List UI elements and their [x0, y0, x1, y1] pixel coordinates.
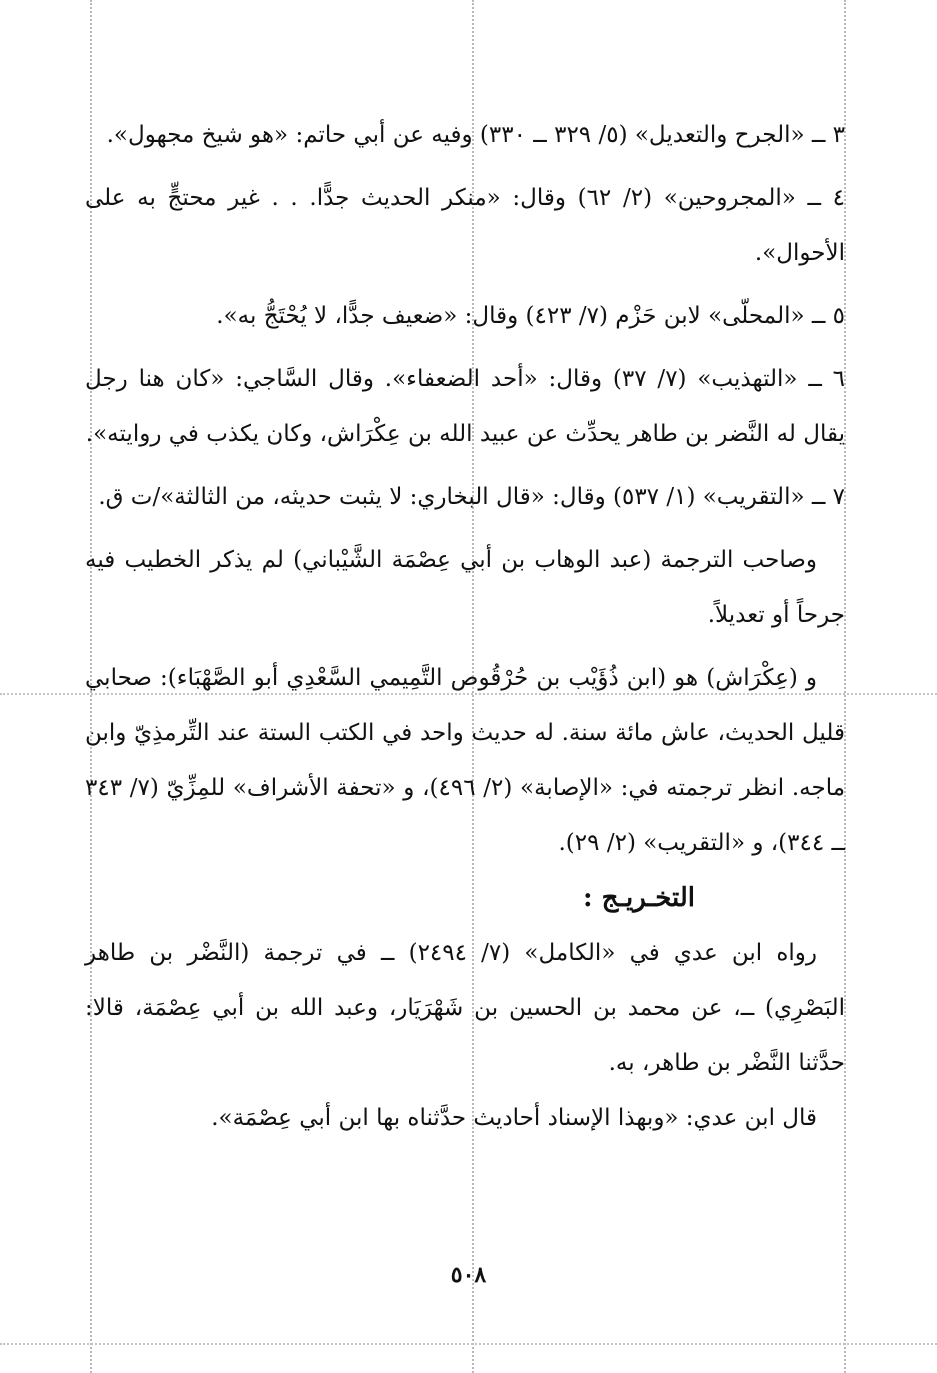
paragraph-subject-note: وصاحب الترجمة (عبد الوهاب بن أبي عِصْمَة الشَّيْباني) لم يذكر الخطيب فيه جرحاً أو تعديلاً. — [85, 547, 845, 628]
footnote-7: ٧ ــ «التقريب» (١/ ٥٣٧) وقال: «قال البخاري: لا يثبت حديثه، من الثالثة»/ت ق. — [98, 484, 845, 510]
paragraph-takhrij: رواه ابن عدي في «الكامل» (٧/ ٢٤٩٤) ــ في ترجمة (النَّضْر بن طاهر البَصْرِي) ــ، عن محمد بن الحسين بن شَهْرَيَار، وعبد الله بن أبي عِصْمَة، قالا: حدَّثنا النَّضْر بن طاهر، به. — [85, 940, 845, 1076]
fold-line-horizontal-bottom — [0, 1343, 937, 1345]
footnote-3: ٣ ــ «الجرح والتعديل» (٥/ ٣٢٩ ــ ٣٣٠) وفيه عن أبي حاتم: «هو شيخ مجهول». — [106, 122, 845, 148]
footnote-4: ٤ ــ «المجروحين» (٢/ ٦٢) وقال: «منكر الحديث جدًّا. . . غير محتجٍّ به على الأحوال». — [85, 185, 845, 266]
section-heading-takhrij: التخـريـج : — [582, 883, 695, 913]
paragraph-ikrash-note: و (عِكْرَاش) هو (ابن ذُؤَيْب بن حُرْقُوص التَّمِيمي السَّعْدِي أبو الصَّهْبَاء): صحابي قليل الحديث، عاش مائة سنة. له حديث واحد في الكتب الستة عند التِّرمذِيّ وابن ماجه. انظر ترجمته في: «الإصابة» (٢/ ٤٩٦)، و «تحفة الأشراف» للمِزِّيّ (٧/ ٣٤٣ ــ ٣٤٤)، و «التقريب» (٢/ ٢٩). — [85, 665, 846, 856]
page-body — [85, 108, 845, 1146]
footnote-6: ٦ ــ «التهذيب» (٧/ ٣٧) وقال: «أحد الضعفاء». وقال السَّاجي: «كان هنا رجل يقال له النَّضر بن طاهر يحدِّث عن عبيد الله بن عِكْرَاش، وكان يكذب في روايته». — [85, 366, 846, 447]
page-number: ٥٠٨ — [450, 1262, 487, 1288]
footnote-5: ٥ ــ «المحلّى» لابن حَزْم (٧/ ٤٢٣) وقال: «ضعيف جدًّا، لا يُحْتَجُّ به». — [216, 303, 845, 329]
paragraph-ibn-adi-quote: قال ابن عدي: «وبهذا الإسناد أحاديث حدَّثناه بها ابن أبي عِصْمَة». — [211, 1105, 817, 1131]
